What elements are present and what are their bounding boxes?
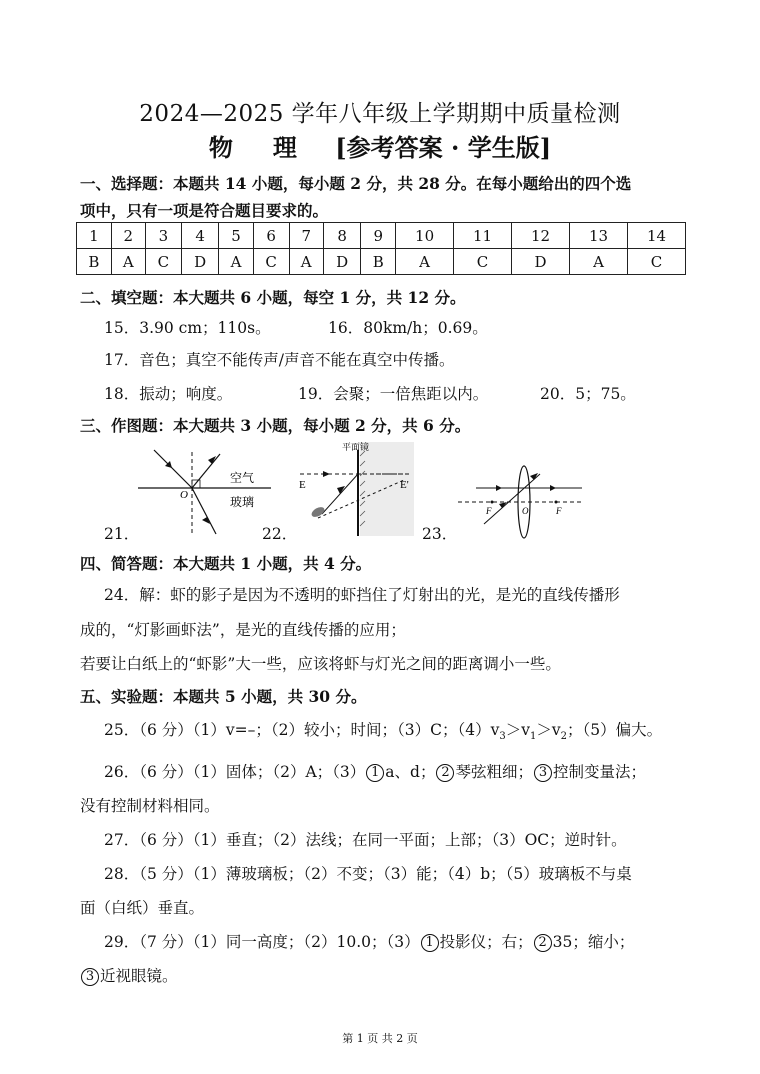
circled-number-2: 2 <box>534 934 552 952</box>
table-cell: B <box>77 249 112 275</box>
answer-q16: 16．80km/h；0.69。 <box>328 319 488 337</box>
answer-q24-line3: 若要让白纸上的“虾影”大一些，应该将虾与灯光之间的距离调小一些。 <box>80 655 561 673</box>
label-f1: F <box>486 506 492 516</box>
section1-heading-cont: 项中，只有一项是符合题目要求的。 <box>80 201 329 220</box>
label-e-prime: E' <box>400 479 409 491</box>
figure-21-number: 21． <box>104 525 140 543</box>
table-cell: B <box>361 249 396 275</box>
table-row-answers <box>77 249 686 275</box>
figure-23-number: 23． <box>422 525 458 543</box>
page-footer: 第 1 页 共 2 页 <box>342 1032 418 1045</box>
q25-part-c: ；（5）偏大。 <box>566 721 663 739</box>
q25-part-a: 25．（6 分）（1）v= <box>104 721 248 739</box>
table-row-numbers <box>77 223 686 249</box>
table-cell: 10 <box>396 223 454 249</box>
circled-number-1: 1 <box>366 764 384 782</box>
subject-name: 物理 <box>208 133 337 162</box>
table-cell: C <box>454 249 512 275</box>
table-cell: 2 <box>111 223 145 249</box>
answer-q24-line1: 24．解：虾的影子是因为不透明的虾挡住了灯射出的光，是光的直线传播形 <box>104 586 620 604</box>
table-cell: A <box>289 249 323 275</box>
q26-part-d: 控制变量法； <box>552 763 646 781</box>
label-o: O <box>522 506 529 516</box>
answer-q20: 20．5；75。 <box>540 385 636 403</box>
label-f2: F <box>556 506 562 516</box>
section4-heading: 四、简答题：本大题共 1 小题，共 4 分。 <box>80 554 372 573</box>
exam-title: 2024—2025 学年八年级上学期期中质量检测 <box>139 101 621 127</box>
q25-fraction: – <box>247 721 256 739</box>
figure-22-plane-mirror-diagram <box>292 440 418 540</box>
table-cell: A <box>396 249 454 275</box>
q26-part-c: 琴弦粗细； <box>455 763 533 781</box>
figure-23-convex-lens-diagram <box>456 462 588 542</box>
answer-q27: 27．（6 分）（1）垂直；（2）法线；在同一平面；上部；（3）OC；逆时针。 <box>104 831 627 849</box>
subscript-3: 3 <box>499 731 506 743</box>
label-e: E <box>299 479 306 491</box>
section1-heading: 一、选择题：本题共 14 小题，每小题 2 分，共 28 分。在每小题给出的四个选 <box>80 174 632 193</box>
table-cell: 11 <box>454 223 512 249</box>
subscript-1: 1 <box>529 731 537 743</box>
label-mirror: 平面镜 <box>342 443 370 453</box>
answer-q29-line2 <box>80 964 178 986</box>
table-cell: C <box>627 249 685 275</box>
table-cell: 9 <box>361 223 396 249</box>
table-cell: 3 <box>145 223 181 249</box>
section3-heading: 三、作图题：本大题共 3 小题，每小题 2 分，共 6 分。 <box>80 416 471 435</box>
q29-part-b: 投影仪；右； <box>439 933 533 951</box>
q29-part-c: 35；缩小； <box>552 933 635 951</box>
circled-number-3: 3 <box>81 968 99 986</box>
answer-q25 <box>104 718 662 742</box>
q25-gt2: ＞v <box>536 721 561 739</box>
table-cell: C <box>253 249 289 275</box>
q25-gt1: ＞v <box>505 721 530 739</box>
circled-number-1: 1 <box>421 934 439 952</box>
circled-number-3: 3 <box>534 764 552 782</box>
table-cell: 4 <box>181 223 219 249</box>
answer-q24-line2: 成的，“灯影画虾法”，是光的直线传播的应用； <box>80 621 406 639</box>
answer-q28-line2: 面（白纸）垂直。 <box>80 899 205 917</box>
section5-heading: 五、实验题：本题共 5 小题，共 30 分。 <box>80 687 367 706</box>
table-cell: 5 <box>219 223 253 249</box>
table-cell: D <box>323 249 361 275</box>
answer-q18: 18．振动；响度。 <box>104 385 233 403</box>
q25-part-b: ；（2）较小；时间；（3）C；（4）v <box>255 721 500 739</box>
answer-q28-line1: 28．（5 分）（1）薄玻璃板；（2）不变；（3）能；（4）b；（5）玻璃板不与桌 <box>104 865 632 883</box>
table-cell: 13 <box>570 223 628 249</box>
choice-answer-table <box>76 222 686 275</box>
table-cell: 12 <box>512 223 570 249</box>
table-cell: C <box>145 249 181 275</box>
figure-22-number: 22． <box>262 525 298 543</box>
label-air: 空气 <box>230 471 255 485</box>
q26-part-b: a、d； <box>385 763 436 781</box>
table-cell: D <box>512 249 570 275</box>
answer-q17: 17．音色；真空不能传声/声音不能在真空中传播。 <box>104 351 455 369</box>
answer-q19: 19．会聚；一倍焦距以内。 <box>298 385 489 403</box>
figure-21-refraction-diagram <box>136 444 276 540</box>
q29-part-d: 近视眼镜。 <box>100 967 178 985</box>
label-glass: 玻璃 <box>230 495 255 509</box>
circled-number-2: 2 <box>436 764 454 782</box>
table-cell: D <box>181 249 219 275</box>
table-cell: 7 <box>289 223 323 249</box>
q26-part-a: 26．（6 分）（1）固体；（2）A；（3） <box>104 763 366 781</box>
table-cell: 1 <box>77 223 112 249</box>
answer-q26 <box>104 760 646 782</box>
q29-part-a: 29．（7 分）（1）同一高度；（2）10.0；（3） <box>104 933 420 951</box>
subscript-2: 2 <box>560 731 567 743</box>
answer-q26-line2: 没有控制材料相同。 <box>80 797 220 815</box>
label-o: O <box>180 489 188 501</box>
subject-title <box>0 128 760 163</box>
section2-heading: 二、填空题：本大题共 6 小题，每空 1 分，共 12 分。 <box>80 288 466 307</box>
table-cell: 14 <box>627 223 685 249</box>
table-cell: 8 <box>323 223 361 249</box>
edition-label: [参考答案 · 学生版] <box>335 133 552 162</box>
table-cell: 6 <box>253 223 289 249</box>
answer-q29 <box>104 930 634 952</box>
table-cell: A <box>570 249 628 275</box>
answer-q15: 15．3.90 cm；110s。 <box>104 319 271 337</box>
table-cell: A <box>111 249 145 275</box>
table-cell: A <box>219 249 253 275</box>
